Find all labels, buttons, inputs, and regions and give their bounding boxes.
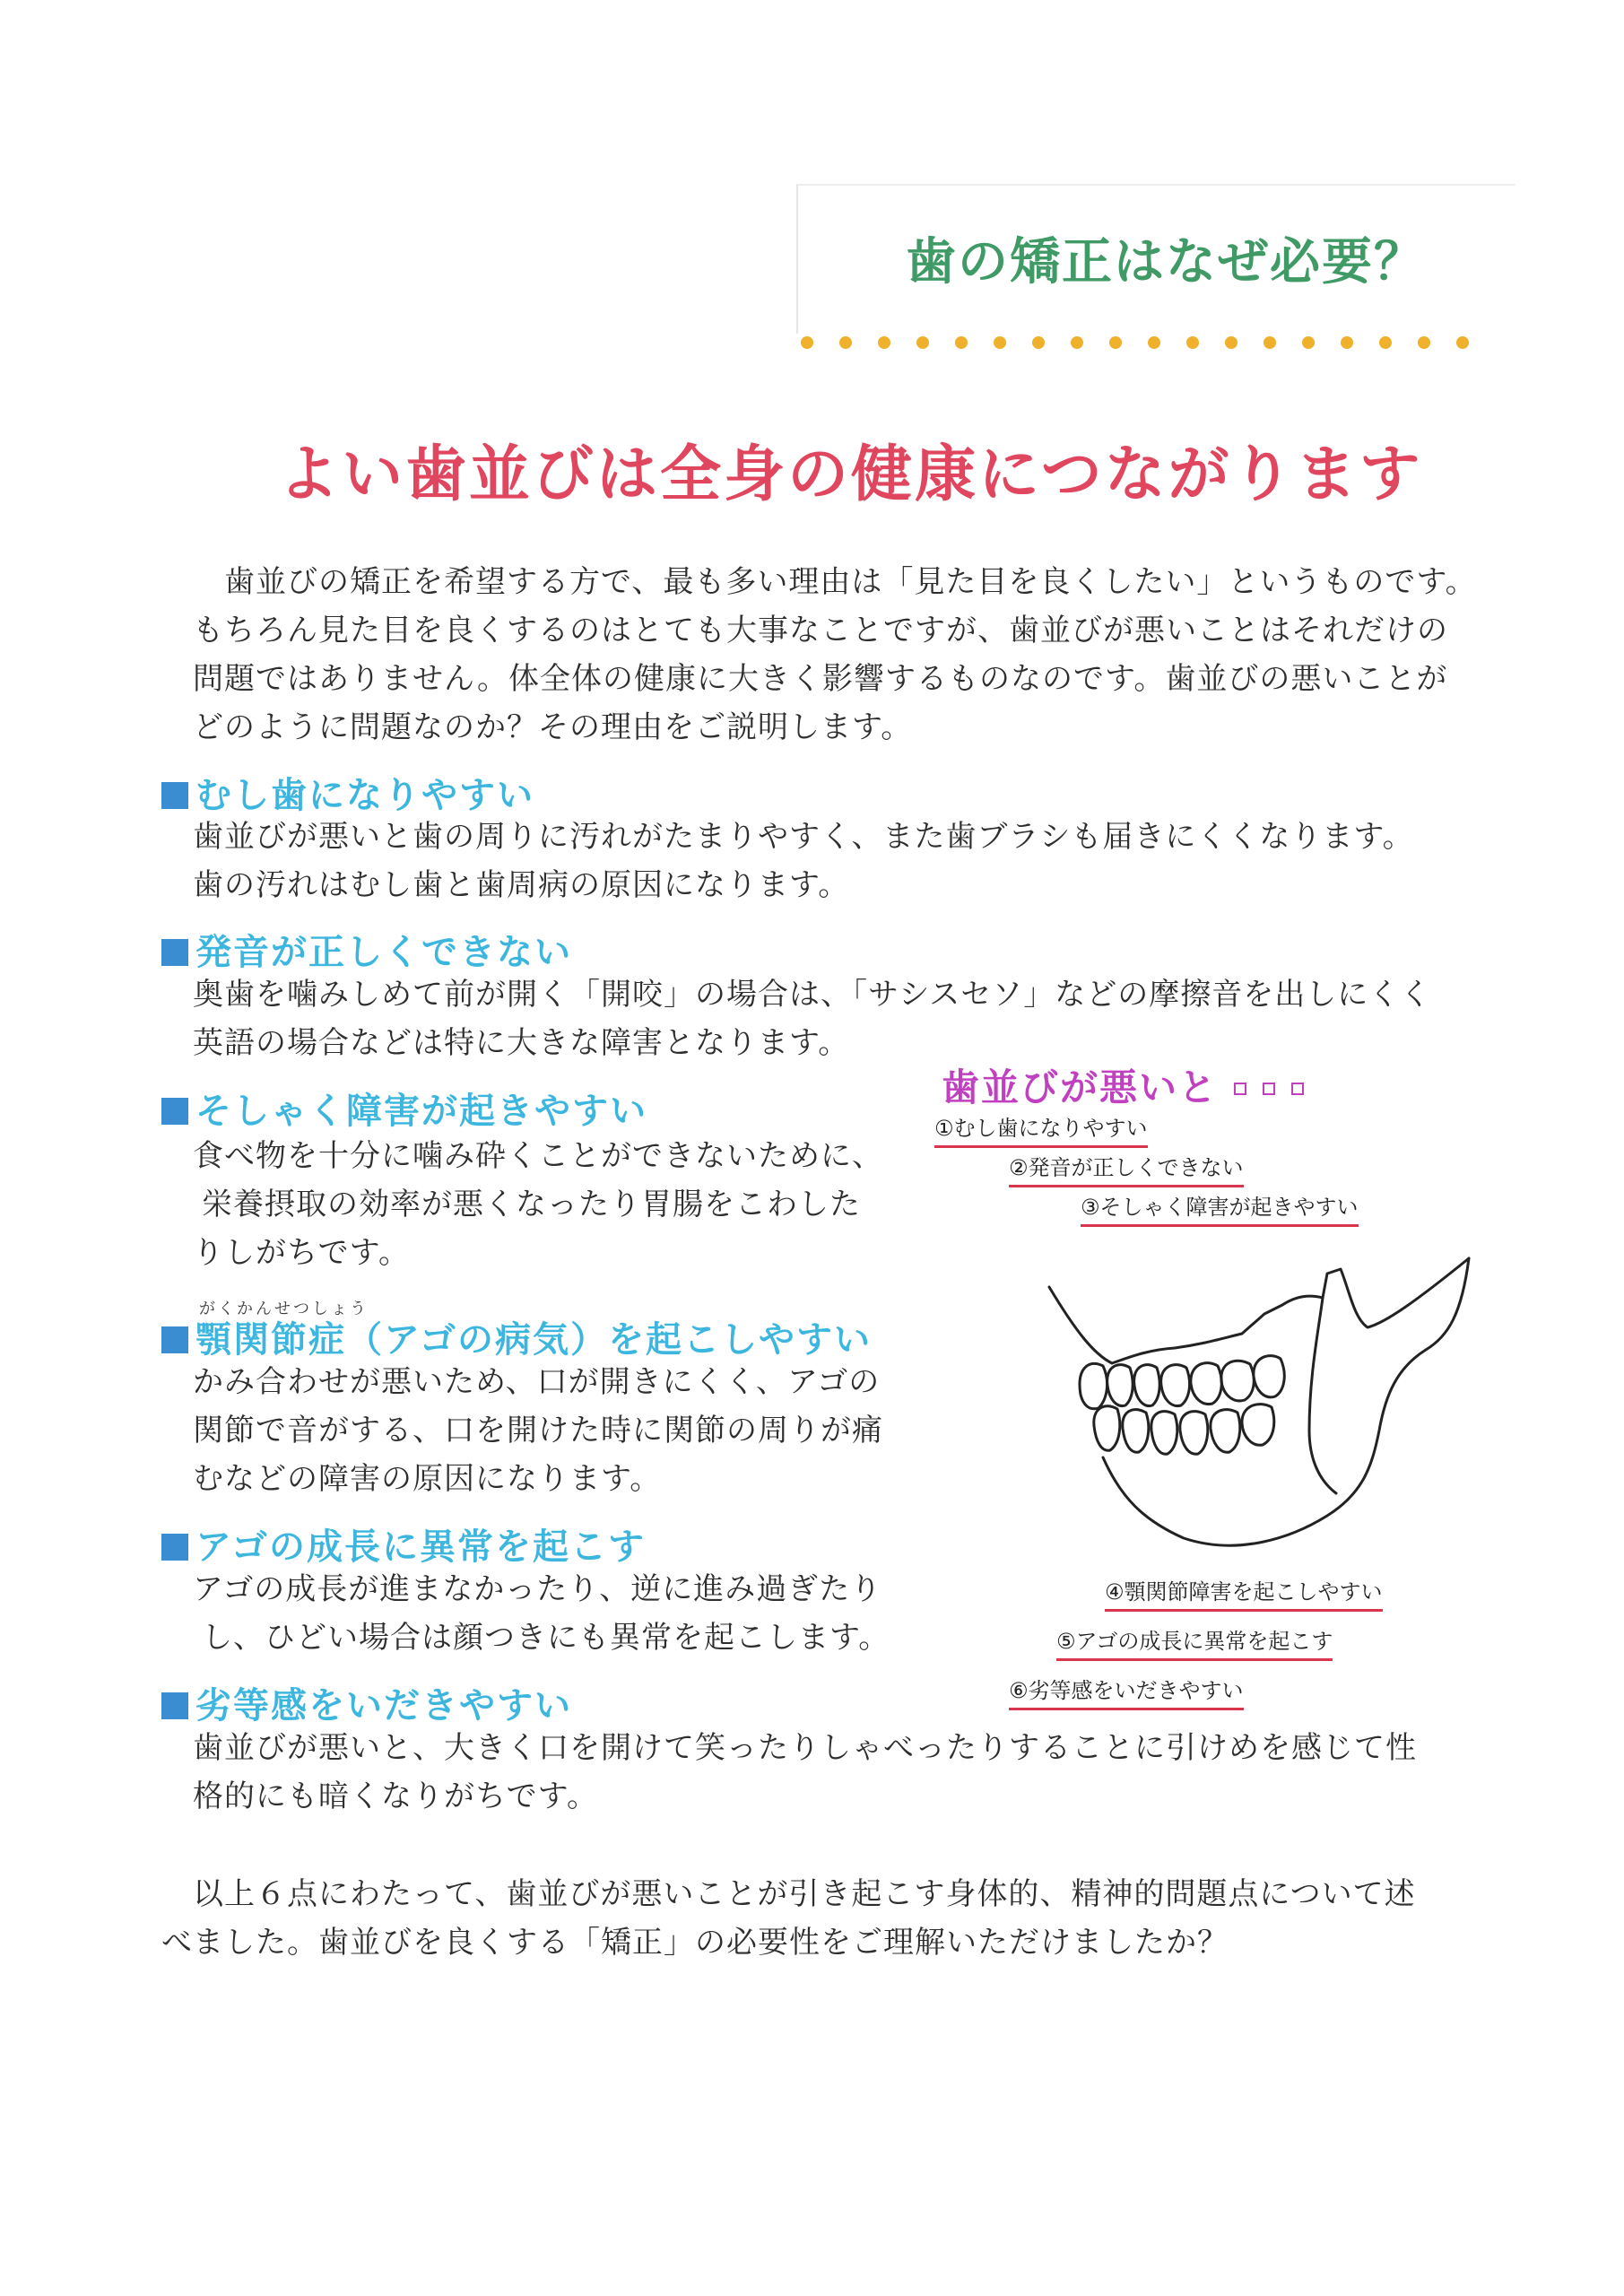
body-line: りしがちです。 <box>193 1235 410 1271</box>
section-body-inferiority <box>193 1724 1417 1821</box>
section-heading-jaw-growth <box>161 1518 646 1570</box>
section-body-chewing <box>193 1132 883 1277</box>
jaw-illustration <box>1040 1251 1480 1565</box>
body-line: 歯並びが悪いと歯の周りに汚れがたまりやすく、また歯ブラシも届きにくくなります。 <box>193 819 1414 855</box>
divider-dot <box>878 336 890 349</box>
body-line: 英語の場合などは特に大きな障害となります。 <box>193 1025 850 1061</box>
intro-line: どのように問題なのか？その理由をご説明します。 <box>193 709 913 745</box>
diagram-label-1: ①むし歯になりやすい <box>934 1110 1148 1148</box>
intro-line: 問題ではありません。体全体の健康に大きく影響するものなのです。歯並びの悪いことが <box>193 661 1448 697</box>
section-heading-label: 発音が正しくできない <box>195 932 572 973</box>
section-heading-pronunciation <box>161 924 572 975</box>
body-line: 食べ物を十分に噛み砕くことができないために、 <box>193 1138 883 1174</box>
section-heading-tmj <box>161 1311 872 1362</box>
diagram-label-6: ⑥劣等感をいだきやすい <box>1009 1673 1244 1710</box>
diagram-label-5: ⑤アゴの成長に異常を起こす <box>1056 1623 1333 1661</box>
body-line: 奥歯を噛みしめて前が開く「開咬」の場合は、「サシスセソ」などの摩擦音を出しにくく <box>193 977 1432 1013</box>
body-line: 格的にも暗くなりがちです。 <box>193 1779 598 1814</box>
section-heading-label: そしゃく障害が起きやすい <box>195 1091 647 1132</box>
ramus-line <box>1309 1298 1336 1493</box>
body-line: 関節で音がする、口を開けた時に関節の周りが痛 <box>193 1413 883 1448</box>
square-bullet-icon <box>161 782 188 809</box>
body-line: むなどの障害の原因になります。 <box>193 1461 662 1497</box>
furigana-reading: がくかんせつしょう <box>199 1300 369 1318</box>
body-line: 歯並びが悪いと、大きく口を開けて笑ったりしゃべったりすることに引けめを感じて性 <box>193 1730 1417 1766</box>
section-heading-inferiority <box>161 1677 572 1728</box>
divider-dot <box>1225 336 1238 349</box>
square-bullet-icon <box>161 1326 188 1353</box>
section-heading-label: アゴの成長に異常を起こす <box>195 1526 646 1568</box>
square-bullet-icon <box>161 939 188 966</box>
section-heading-label: 劣等感をいだきやすい <box>195 1685 572 1726</box>
divider-dot <box>1418 336 1430 349</box>
page-title: 歯の矯正はなぜ必要？ <box>906 233 1426 291</box>
diagram-label-2: ②発音が正しくできない <box>1009 1150 1244 1187</box>
square-bullet-icon <box>161 1534 188 1561</box>
divider-dot <box>1341 336 1353 349</box>
divider-dot <box>1186 336 1199 349</box>
diagram-title <box>942 1058 1304 1112</box>
intro-line: 歯並びの矯正を希望する方で、最も多い理由は「見た目を良くしたい」というものです。 <box>224 564 1477 600</box>
divider-dot <box>1109 336 1122 349</box>
body-line: 歯の汚れはむし歯と歯周病の原因になります。 <box>193 867 850 903</box>
divider-dot <box>1032 336 1045 349</box>
body-line: かみ合わせが悪いため、口が開きにくく、アゴの <box>193 1364 881 1400</box>
upper-jaw-outline <box>1049 1258 1469 1363</box>
lower-teeth <box>1094 1405 1274 1455</box>
section-body-jaw-growth <box>193 1565 890 1662</box>
section-heading-label: 顎関節症（アゴの病気）を起こしやすい <box>195 1319 872 1361</box>
body-line: 栄養摂取の効率が悪くなったり胃腸をこわした <box>202 1187 861 1222</box>
section-body-pronunciation <box>193 970 1431 1067</box>
conclusion-paragraph <box>161 1870 1416 1967</box>
divider-dot <box>839 336 852 349</box>
divider-dot <box>1071 336 1083 349</box>
body-line: し、ひどい場合は顔つきにも異常を起こします。 <box>202 1620 890 1656</box>
conclusion-line: べました。歯並びを良くする「矯正」の必要性をご理解いただけましたか？ <box>161 1925 1229 1961</box>
section-body-cavities <box>193 813 1414 909</box>
square-bullet-icon <box>161 1692 188 1719</box>
divider-dot <box>1302 336 1315 349</box>
diagram-title-text: 歯並びが悪いと <box>942 1065 1219 1109</box>
section-heading-label: むし歯になりやすい <box>195 775 534 816</box>
divider-dot <box>955 336 968 349</box>
diagram-label-4: ④顎関節障害を起こしやすい <box>1105 1574 1383 1612</box>
divider-dot <box>994 336 1006 349</box>
dotted-divider <box>801 336 1482 354</box>
body-line: アゴの成長が進まなかったり、逆に進み過ぎたり <box>193 1571 882 1607</box>
divider-dot <box>1456 336 1469 349</box>
diagram-label-3: ③そしゃく障害が起きやすい <box>1081 1189 1359 1227</box>
divider-dot <box>916 336 929 349</box>
divider-dot <box>801 336 813 349</box>
conclusion-line: 以上６点にわたって、歯並びが悪いことが引き起こす身体的、精神的問題点について述 <box>193 1876 1416 1912</box>
main-heading: よい歯並びは全身の健康につながります <box>278 439 1423 510</box>
section-body-tmj <box>193 1358 883 1503</box>
square-bullet-icon <box>161 1098 188 1125</box>
section-heading-chewing <box>161 1083 647 1134</box>
divider-dot <box>1264 336 1276 349</box>
intro-paragraph <box>193 558 1477 752</box>
intro-line: もちろん見た目を良くするのはとても大事なことですが、歯並びが悪いことはそれだけの <box>193 613 1448 648</box>
divider-dot <box>1148 336 1160 349</box>
section-heading-cavities <box>161 767 534 818</box>
divider-dot <box>1379 336 1392 349</box>
